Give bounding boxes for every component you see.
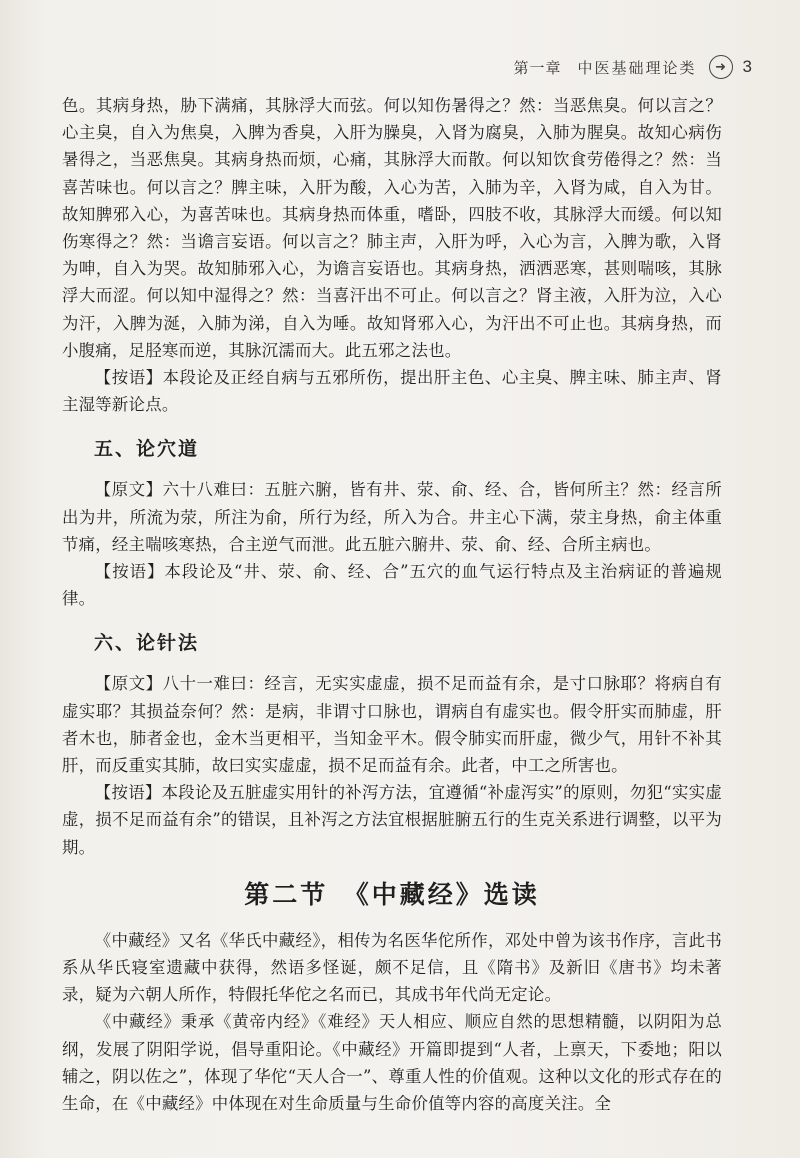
note-text: 本段论及“井、荥、俞、经、合”五穴的血气运行特点及主治病证的普遍规律。 — [62, 562, 722, 609]
note-paragraph — [62, 779, 722, 861]
note-text: 本段论及正经自病与五邪所伤，提出肝主色、心主臭、脾主味、肺主声、肾主湿等新论点。 — [62, 368, 723, 415]
original-text-paragraph — [62, 476, 722, 558]
page-content — [62, 92, 722, 1117]
section-title-zhongzangjing: 第二节 《中藏经》选读 — [244, 879, 540, 909]
original-tag: 【原文】 — [94, 674, 163, 694]
note-paragraph — [62, 558, 722, 612]
running-header — [60, 52, 752, 82]
note-tag: 【按语】 — [94, 368, 163, 388]
original-text: 八十一难曰：经言，无实实虚虚，损不足而益有余，是寸口脉耶？将病自有虚实耶？其损益奈何？然：是病，非谓寸口脉也，谓病自有虚实也。假令肝实而肺虚，肝者木也，肺者金也，金木当更相平，当知金平木。假令肺实而肝虚，微少气，用针不补其肝，而反重实其肺，故曰实实虚虚，损不足而益有余。此者，中工之所害也。 — [62, 674, 723, 776]
chapter-label: 第一章 — [513, 58, 562, 77]
note-tag: 【按语】 — [94, 562, 165, 582]
intro-paragraph: 《中藏经》秉承《黄帝内经》《难经》天人相应、顺应自然的思想精髓，以阴阳为总纲，发展了阴阳学说，倡导重阳论。《中藏经》开篇即提到“人者，上禀天，下委地；阳以辅之，阴以佐之”，体现了华佗“天人合一”、尊重人性的价值观。这种以文化的形式存在的生命，在《中藏经》中体现在对生命质量与生命价值等内容的高度关注。全 — [62, 1012, 722, 1114]
section-heading-needling: 六、论针法 — [94, 632, 200, 655]
original-text: 六十八难曰：五脏六腑，皆有井、荥、俞、经、合，皆何所主？然：经言所出为井，所流为荥，所注为俞，所行为经，所入为合。井主心下满，荥主身热，俞主体重节痛，经主喘咳寒热，合主逆气而泄。此五脏六腑井、荥、俞、经、合所主病也。 — [62, 480, 723, 554]
section-heading-acupoints: 五、论穴道 — [94, 438, 200, 461]
note-text: 本段论及五脏虚实用针的补泻方法，宜遵循“补虚泻实”的原则，勿犯“实实虚虚，损不足而益有余”的错误，且补泻之方法宜根据脏腑五行的生克关系进行调整，以平为期。 — [62, 783, 723, 857]
original-text-paragraph — [62, 670, 722, 779]
original-tag: 【原文】 — [94, 480, 163, 500]
arrow-right-circle-icon: ➜ — [709, 55, 733, 79]
paragraph-continuation: 色。其病身热，胁下满痛，其脉浮大而弦。何以知伤暑得之？然：当恶焦臭。何以言之？心主臭，自入为焦臭，入脾为香臭，入肝为臊臭，入肾为腐臭，入肺为腥臭。故知心病伤暑得之，当恶焦臭。其病身热而烦，心痛，其脉浮大而散。何以知饮食劳倦得之？然：当喜苦味也。何以言之？脾主味，入肝为酸，入心为苦，入肺为辛，入肾为咸，自入为甘。故知脾邪入心，为喜苦味也。其病身热而体重，嗜卧，四肢不收，其脉浮大而缓。何以知伤寒得之？然：当谵言妄语。何以言之？肺主声，入肝为呼，入心为言，入脾为歌，入肾为呻，自入为哭。故知肺邪入心，为谵言妄语也。其病身热，洒洒恶寒，甚则喘咳，其脉浮大而涩。何以知中湿得之？然：当喜汗出不可止。何以言之？肾主液，入肝为泣，入心为汗，入脾为涎，入肺为涕，自入为唾。故知肾邪入心，为汗出不可止也。其病身热，而小腹痛，足胫寒而逆，其脉沉濡而大。此五邪之法也。 — [62, 96, 722, 360]
intro-paragraph: 《中藏经》又名《华氏中藏经》，相传为名医华佗所作，邓处中曾为该书作序，言此书系从华氏寝室遗藏中获得，然语多怪诞，颇不足信，且《隋书》及新旧《唐书》均未著录，疑为六朝人所作，特假托华佗之名而已，其成书年代尚无定论。 — [62, 930, 722, 1005]
page-number: 3 — [742, 57, 752, 76]
note-tag: 【按语】 — [94, 783, 162, 803]
note-paragraph — [62, 364, 722, 418]
section-name: 中医基础理论类 — [577, 58, 697, 77]
